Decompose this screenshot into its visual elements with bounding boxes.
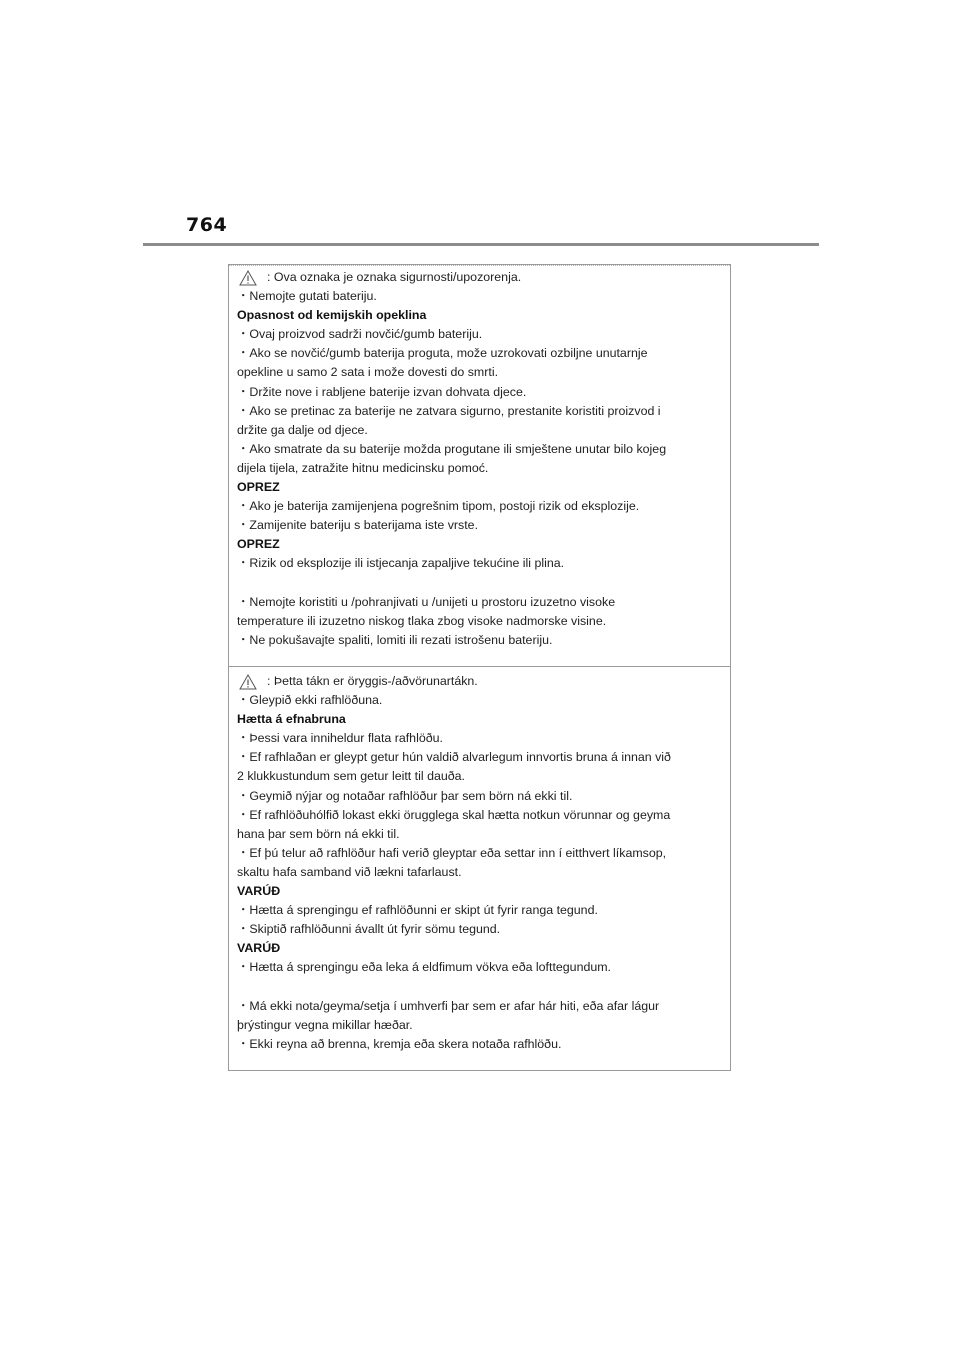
warning-text-line: ・Držite nove i rabljene baterije izvan dohvata djece. (237, 384, 527, 399)
warning-heading: VARÚÐ (237, 884, 281, 899)
battery-warning-panel (228, 264, 731, 1071)
warning-heading: OPREZ (237, 480, 280, 495)
warning-text-line: ・Geymið nýjar og notaðar rafhlöður þar sem börn ná ekki til. (237, 788, 573, 803)
warning-text-line: ・Ef rafhlaðan er gleypt getur hún valdið alvarlegum innvortis bruna á innan við (237, 750, 671, 765)
warning-text-line: ・Ako se novčić/gumb baterija proguta, može uzrokovati ozbiljne unutarnje (237, 346, 648, 361)
warning-heading: VARÚÐ (237, 941, 281, 956)
warning-text-line: ・Hætta á sprengingu eða leka á eldfimum vökva eða lofttegundum. (237, 960, 612, 975)
panel-top-border (229, 265, 730, 266)
warning-text-line: ・Nemojte koristiti u /pohranjivati u /unijeti u prostoru izuzetno visoke (237, 594, 616, 609)
warning-heading: OPREZ (237, 537, 280, 552)
section-icelandic (237, 672, 712, 1054)
section-croatian (237, 268, 712, 650)
warning-heading: Opasnost od kemijskih opeklina (237, 308, 427, 323)
warning-text-line: ・Hætta á sprengingu ef rafhlöðunni er skipt út fyrir ranga tegund. (237, 903, 598, 918)
section-lines (237, 691, 712, 1054)
header-rule (143, 243, 819, 246)
warning-text-line: skaltu hafa samband við lækni tafarlaust. (237, 864, 462, 879)
warning-text-line: ・Nemojte gutati bateriju. (237, 289, 377, 304)
section-divider (229, 666, 730, 667)
warning-text-line: ・Ef rafhlöðuhólfið lokast ekki örugglega skal hætta notkun vörunnar og geyma (237, 807, 671, 822)
warning-text-line: držite ga dalje od djece. (237, 422, 368, 437)
warning-text-line: þrýstingur vegna mikillar hæðar. (237, 1017, 413, 1032)
warning-text-line: ・Má ekki nota/geyma/setja í umhverfi þar sem er afar hár hiti, eða afar lágur (237, 998, 660, 1013)
warning-text-line: hana þar sem börn ná ekki til. (237, 826, 400, 841)
warning-text-line: dijela tijela, zatražite hitnu medicinsku pomoć. (237, 460, 489, 475)
warning-symbol-line (237, 672, 712, 691)
warning-symbol-text: : Ova oznaka je oznaka sigurnosti/upozorenja. (267, 270, 522, 284)
warning-text-line: ・Þessi vara inniheldur flata rafhlöðu. (237, 731, 443, 746)
warning-text-line: ・Ekki reyna að brenna, kremja eða skera notaða rafhlöðu. (237, 1036, 562, 1051)
warning-text-line: ・Ne pokušavajte spaliti, lomiti ili rezati istrošenu bateriju. (237, 632, 553, 647)
warning-text-line: 2 klukkustundum sem getur leitt til dauða. (237, 769, 465, 784)
warning-text-line: ・Ako je baterija zamijenjena pogrešnim tipom, postoji rizik od eksplozije. (237, 499, 640, 514)
warning-text-line: ・Zamijenite bateriju s baterijama iste vrste. (237, 518, 479, 533)
warning-text-line: ・Skiptið rafhlöðunni ávallt út fyrir sömu tegund. (237, 922, 501, 937)
warning-text-line: ・Gleypið ekki rafhlöðuna. (237, 693, 383, 708)
warning-text-line: ・Ovaj proizvod sadrži novčić/gumb bateriju. (237, 327, 483, 342)
warning-symbol-line (237, 268, 712, 287)
warning-triangle-icon (239, 270, 257, 286)
warning-text-line: temperature ili izuzetno niskog tlaka zbog visoke nadmorske visine. (237, 613, 607, 628)
warning-symbol-text: : Þetta tákn er öryggis-/aðvörunartákn. (267, 674, 478, 688)
warning-text-line: ・Rizik od eksplozije ili istjecanja zapaljive tekućine ili plina. (237, 556, 565, 571)
warning-heading: Hætta á efnabruna (237, 712, 346, 727)
warning-triangle-icon (239, 674, 257, 690)
page-number: 764 (186, 214, 228, 236)
warning-text-line: ・Ef þú telur að rafhlöður hafi verið gleyptar eða settar inn í eitthvert líkamsop, (237, 845, 667, 860)
warning-text-line: opekline u samo 2 sata i može dovesti do smrti. (237, 365, 499, 380)
warning-text-line: ・Ako se pretinac za baterije ne zatvara sigurno, prestanite koristiti proizvod i (237, 403, 661, 418)
paragraph-gap (237, 574, 712, 593)
paragraph-gap (237, 978, 712, 997)
section-lines (237, 287, 712, 650)
warning-text-line: ・Ako smatrate da su baterije možda progutane ili smještene unutar bilo kojeg (237, 441, 667, 456)
